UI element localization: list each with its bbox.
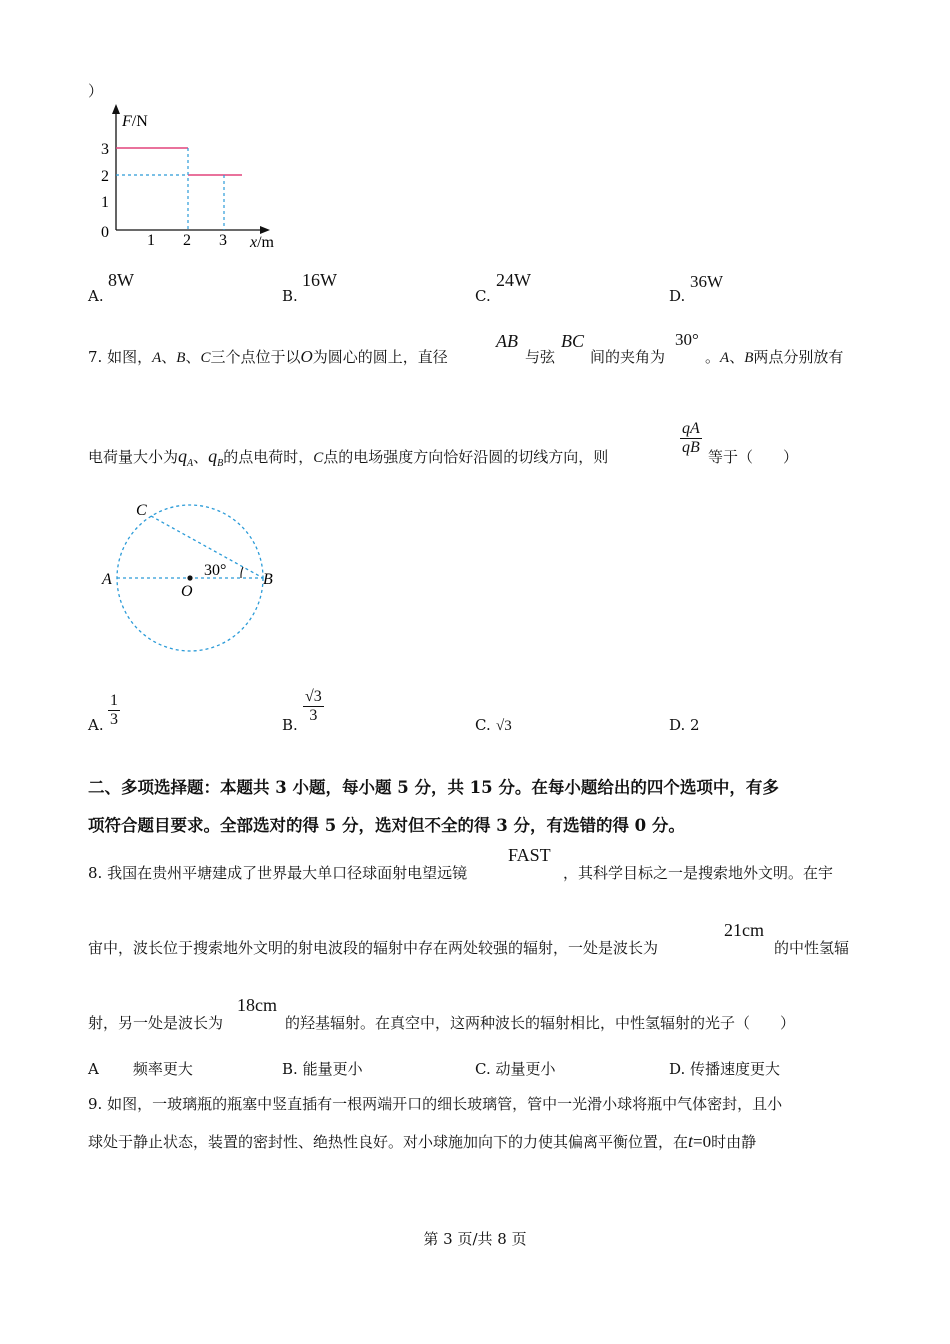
y-axis-label: F/N xyxy=(122,113,148,130)
x-axis-arrow xyxy=(260,226,270,234)
force-displacement-graph xyxy=(90,100,290,260)
x-tick-label: 2 xyxy=(183,232,191,249)
option-b-fraction: √3 3 xyxy=(305,688,322,724)
page-footer: 第 3 页/共 8 页 xyxy=(423,1230,527,1248)
ratio-numerator: qA xyxy=(682,420,700,437)
angle-label: 30° xyxy=(204,562,227,579)
option-c-value: √3 xyxy=(496,718,512,734)
option-c[interactable]: C. 动量更小 xyxy=(475,1060,556,1078)
section-heading-line1: 二、多项选择题：本题共 3 小题，每小题 5 分，共 15 分。在每小题给出的四个选项中，有多 xyxy=(88,778,779,797)
option-c[interactable]: C. xyxy=(475,287,491,305)
option-d[interactable]: D. 2 xyxy=(669,716,700,734)
option-b[interactable]: B. xyxy=(282,716,298,734)
q7-text-angle: 间的夹角为 xyxy=(590,348,666,366)
q7-angle-value: 30° xyxy=(675,330,699,349)
q9-line1: 9. 如图，一玻璃瓶的瓶塞中竖直插有一根两端开口的细长玻璃管，管中一光滑小球将瓶中气体密封，且小 xyxy=(88,1095,783,1113)
y-tick-label: 3 xyxy=(101,141,109,158)
q9-line2: 球处于静止状态，装置的密封性、绝热性良好。对小球施加向下的力使其偏离平衡位置，在t=0时由静 xyxy=(88,1131,757,1151)
origin-label: 0 xyxy=(101,224,109,241)
q7-text-line1: 7. 如图，A、B、C三个点位于以O为圆心的圆上，直径 xyxy=(88,347,448,366)
option-c[interactable]: C. xyxy=(475,716,491,734)
center-point xyxy=(187,575,192,580)
point-b-label: B xyxy=(263,571,273,588)
q8-line1a: 8. 我国在贵州平塘建成了世界最大单口径球面射电望远镜 xyxy=(88,864,468,882)
point-o-label: O xyxy=(181,583,193,600)
q8-wavelength-18: 18cm xyxy=(237,995,277,1015)
section-heading-line2: 项符合题目要求。全部选对的得 5 分，选对但不全的得 3 分，有选错的得 0 分。 xyxy=(88,816,685,835)
q7-text-line2-end: 等于（ ） xyxy=(708,448,799,466)
y-axis-arrow xyxy=(112,104,120,114)
option-c-value: 24W xyxy=(496,270,531,290)
option-a[interactable]: A. xyxy=(88,287,104,305)
q7-charge-ratio xyxy=(680,420,702,457)
q7-diameter-ab: AB xyxy=(496,331,518,351)
y-tick-label: 1 xyxy=(101,194,109,211)
closing-paren: ） xyxy=(88,82,104,100)
option-b[interactable]: B. xyxy=(282,287,298,305)
option-b[interactable]: B. 能量更小 xyxy=(282,1060,363,1078)
point-a-label: A xyxy=(102,571,112,588)
option-d[interactable]: D. xyxy=(669,287,686,305)
q7-chord-bc: BC xyxy=(561,331,585,351)
q8-line3b: 的羟基辐射。在真空中，这两种波长的辐射相比，中性氢辐射的光子（ ） xyxy=(285,1014,796,1032)
q8-fast: FAST xyxy=(508,845,551,865)
option-a[interactable]: A 频率更大 xyxy=(88,1060,193,1078)
q8-line3a: 射，另一处是波长为 xyxy=(88,1014,224,1032)
q8-line2a: 宙中，波长位于搜索地外文明的射电波段的辐射中存在两处较强的辐射，一处是波长为 xyxy=(88,939,659,957)
circle-diagram xyxy=(95,495,285,660)
ratio-denominator: qB xyxy=(682,439,700,456)
q7-text-line2: 电荷量大小为$q_A$、$q_B$的点电荷时，C点的电场强度方向恰好沿圆的切线方向，则 xyxy=(88,446,609,469)
option-b-value: 16W xyxy=(302,270,337,290)
x-axis-label: x/m xyxy=(250,234,274,251)
q7-text-with-chord: 与弦 xyxy=(525,348,556,366)
point-c-label: C xyxy=(136,502,147,519)
option-d[interactable]: D. 传播速度更大 xyxy=(669,1060,781,1078)
q8-line2b: 的中性氢辐 xyxy=(774,939,850,957)
option-a-fraction: 1 3 xyxy=(110,692,118,728)
option-a[interactable]: A. xyxy=(88,716,104,734)
q7-text-line1-end: 。A、B两点分别放有 xyxy=(705,348,844,366)
x-tick-label: 1 xyxy=(147,232,155,249)
q8-line1b: ，其科学目标之一是搜索地外文明。在宇 xyxy=(563,864,834,882)
y-tick-label: 2 xyxy=(101,168,109,185)
x-tick-label: 3 xyxy=(219,232,227,249)
q8-wavelength-21: 21cm xyxy=(724,920,764,940)
option-a-value: 8W xyxy=(108,270,134,290)
angle-arc xyxy=(241,567,243,578)
option-d-value: 36W xyxy=(690,272,724,291)
